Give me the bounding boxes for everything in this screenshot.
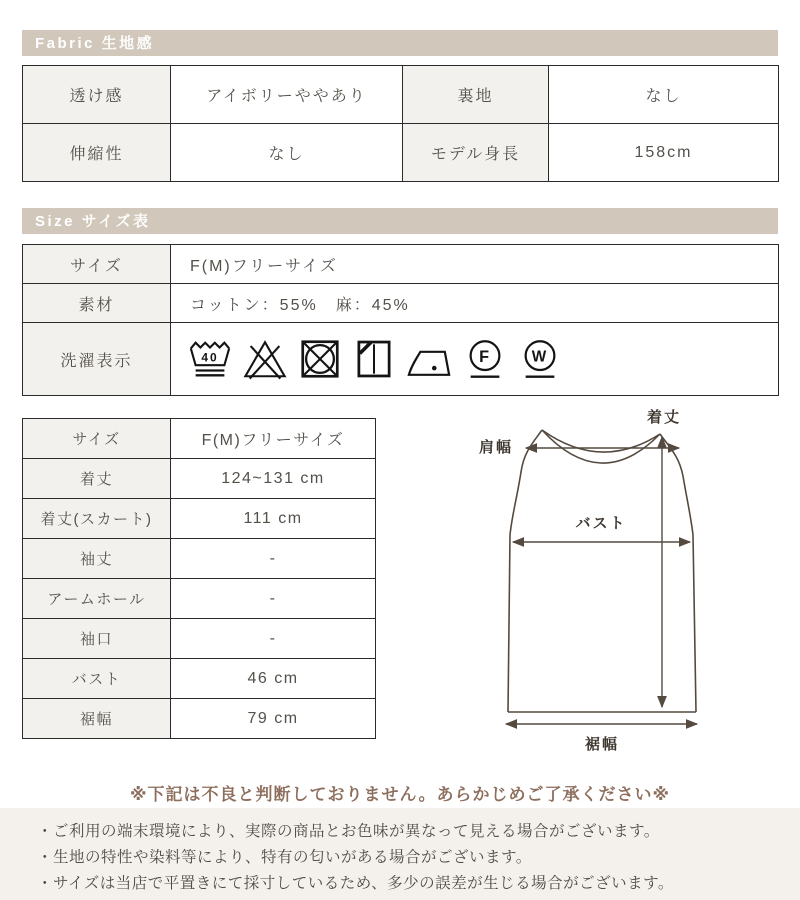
table-row — [23, 619, 376, 659]
fabric-value-model-height: 158cm — [549, 124, 779, 182]
bust-label: バスト — [575, 515, 627, 532]
meas-value-skirt-length: 111 cm — [171, 499, 376, 539]
table-row — [23, 499, 376, 539]
meas-label-armhole: アームホール — [23, 579, 171, 619]
table-row — [23, 323, 779, 396]
fabric-section-header — [22, 30, 778, 56]
fabric-table — [22, 65, 779, 182]
table-row — [23, 419, 376, 459]
notice-bullet-3: ・サイズは当店で平置きにて採寸しているため、多少の誤差が生じる場合がございます。 — [37, 875, 674, 892]
fabric-value-stretch: なし — [171, 124, 403, 182]
garment-left-side — [508, 430, 542, 712]
dry-clean-f-icon — [462, 336, 508, 382]
meas-label-length: 着丈 — [23, 459, 171, 499]
fabric-value-sheerness: アイボリーややあり — [171, 66, 403, 124]
care-symbols-row — [171, 336, 778, 382]
table-row — [23, 579, 376, 619]
material-label: 素材 — [23, 284, 171, 323]
measurements-table — [22, 418, 376, 739]
wash-40-icon — [187, 336, 233, 382]
table-row — [23, 245, 779, 284]
meas-label-bust: バスト — [23, 659, 171, 699]
notice-bullet-2: ・生地の特性や染料等により、特有の匂いがある場合がございます。 — [37, 849, 532, 866]
meas-label-cuff: 袖口 — [23, 619, 171, 659]
wet-clean-w-icon — [517, 336, 563, 382]
length-label: 着丈 — [646, 409, 682, 426]
table-row — [23, 539, 376, 579]
meas-value-armhole: - — [171, 579, 376, 619]
notice-bullet-1: ・ご利用の端末環境により、実際の商品とお色味が異なって見える場合がございます。 — [37, 823, 660, 840]
table-row — [23, 124, 779, 182]
fabric-label-sheerness: 透け感 — [23, 66, 171, 124]
meas-label-hem-width: 裾幅 — [23, 699, 171, 739]
svg-text:F: F — [479, 347, 491, 366]
table-row — [23, 66, 779, 124]
fabric-section-title: Fabric 生地感 — [35, 35, 155, 52]
svg-text:40: 40 — [201, 350, 219, 365]
notice-box — [0, 808, 800, 900]
meas-label-skirt-length: 着丈(スカート) — [23, 499, 171, 539]
meas-value-sleeve-length: - — [171, 539, 376, 579]
size-section-header — [22, 208, 778, 234]
meas-label-sleeve-length: 袖丈 — [23, 539, 171, 579]
meas-value-cuff: - — [171, 619, 376, 659]
hem-width-label: 裾幅 — [584, 736, 620, 753]
table-row — [23, 699, 376, 739]
size-section-title: Size サイズ表 — [35, 213, 151, 230]
care-label: 洗濯表示 — [23, 323, 171, 396]
garment-front-neckline — [542, 430, 660, 463]
shoulder-width-label: 肩幅 — [478, 439, 514, 456]
table-row — [23, 459, 376, 499]
meas-value-size: F(M)フリーサイズ — [171, 419, 376, 459]
fabric-value-lining: なし — [549, 66, 779, 124]
fabric-label-stretch: 伸縮性 — [23, 124, 171, 182]
fabric-label-lining: 裏地 — [403, 66, 549, 124]
material-value: コットン：55% 麻：45% — [171, 284, 779, 323]
meas-label-size: サイズ — [23, 419, 171, 459]
do-not-bleach-icon — [242, 336, 288, 382]
line-dry-in-shade-icon — [352, 336, 396, 382]
meas-value-bust: 46 cm — [171, 659, 376, 699]
fabric-label-model-height: モデル身長 — [403, 124, 549, 182]
garment-right-side — [660, 434, 696, 712]
size-value: F(M)フリーサイズ — [171, 245, 779, 284]
size-label: サイズ — [23, 245, 171, 284]
do-not-tumble-dry-icon — [297, 336, 343, 382]
table-row — [23, 284, 779, 323]
table-row — [23, 659, 376, 699]
meas-value-hem-width: 79 cm — [171, 699, 376, 739]
meas-value-length: 124~131 cm — [171, 459, 376, 499]
size-info-table — [22, 244, 779, 396]
iron-low-icon — [405, 336, 453, 382]
svg-text:W: W — [531, 348, 549, 366]
notice-title: ※下記は不良と判断しておりません。あらかじめご了承ください※ — [129, 785, 671, 804]
garment-measurement-diagram — [430, 400, 800, 770]
